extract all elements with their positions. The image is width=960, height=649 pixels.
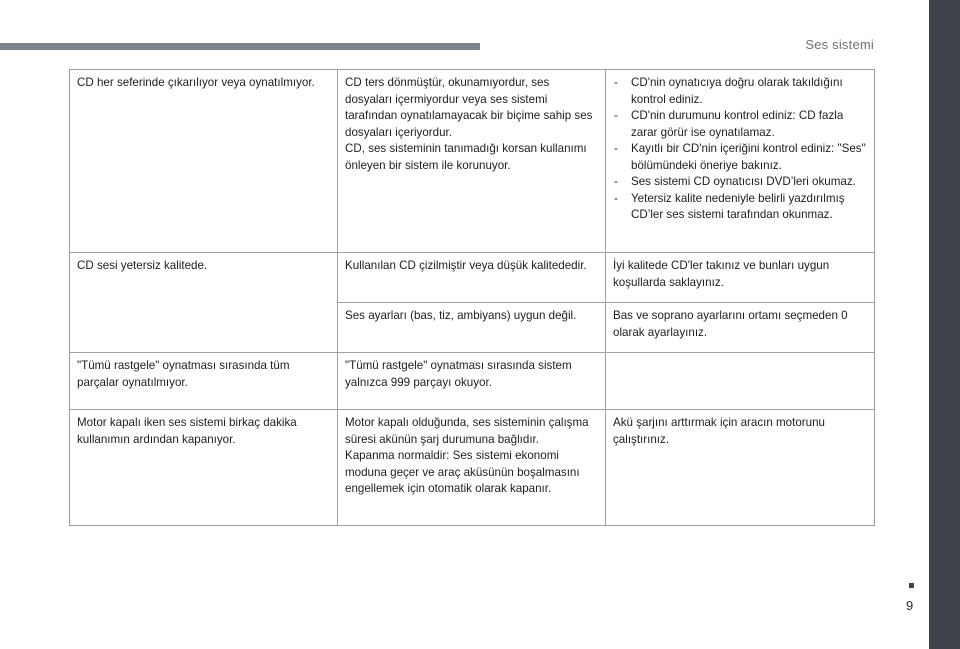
solution-cell: Akü şarjını arttırmak için aracın motorunu çalıştırınız. [606, 410, 875, 526]
solution-cell: Bas ve soprano ayarlarını ortamı seçmeden 0 olarak ayarlayınız. [606, 303, 875, 353]
troubleshooting-table [69, 69, 875, 526]
list-item: - CD'nin oynatıcıya doğru olarak takıldığını kontrol ediniz. [613, 75, 867, 108]
list-item: - CD'nin durumunu kontrol ediniz: CD fazla zarar görür ise oynatılamaz. [613, 108, 867, 141]
table-row [70, 253, 875, 303]
header-rule [0, 43, 480, 50]
solution-cell [606, 353, 875, 410]
cause-cell: Ses ayarları (bas, tiz, ambiyans) uygun değil. [338, 303, 606, 353]
list-item: - Ses sistemi CD oynatıcısı DVD’leri okumaz. [613, 174, 867, 191]
section-title: Ses sistemi [805, 37, 874, 52]
cause-cell: Kullanılan CD çizilmiştir veya düşük kalitededir. [338, 253, 606, 303]
cause-cell: CD ters dönmüştür, okunamıyordur, ses dosyaları içermiyordur veya ses sistemi tarafından oynatılamayacak bir biçime sahip ses dosyaları içeriyordur. CD, ses sisteminin tanımadığı korsan kullanımı önleyen bir sistem ile korunuyor. [338, 70, 606, 253]
continuation-marker [909, 583, 914, 588]
problem-cell: Motor kapalı iken ses sistemi birkaç dakika kullanımın ardından kapanıyor. [70, 410, 338, 526]
solution-cell: İyi kalitede CD'ler takınız ve bunları uygun koşullarda saklayınız. [606, 253, 875, 303]
solution-list [613, 75, 867, 224]
problem-cell: CD sesi yetersiz kalitede. [70, 253, 338, 353]
problem-cell: "Tümü rastgele" oynatması sırasında tüm parçalar oynatılmıyor. [70, 353, 338, 410]
problem-cell: CD her seferinde çıkarılıyor veya oynatılmıyor. [70, 70, 338, 253]
table-row [70, 410, 875, 526]
table-row [70, 353, 875, 410]
cause-cell: "Tümü rastgele" oynatması sırasında sistem yalnızca 999 parçayı okuyor. [338, 353, 606, 410]
solution-cell [606, 70, 875, 253]
list-item: - Yetersiz kalite nedeniyle belirli yazdırılmış CD’ler ses sistemi tarafından okunmaz. [613, 191, 867, 224]
page-number: 9 [906, 598, 914, 613]
cause-cell: Motor kapalı olduğunda, ses sisteminin çalışma süresi akünün şarj durumuna bağlıdır. Kapanma normaldir: Ses sistemi ekonomi moduna geçer ve araç aküsünün boşalmasını engellemek için otomatik olarak kapanır. [338, 410, 606, 526]
side-tab-bar [929, 0, 960, 649]
table-row [70, 70, 875, 253]
list-item: - Kayıtlı bir CD'nin içeriğini kontrol ediniz: "Ses" bölümündeki öneriye bakınız. [613, 141, 867, 174]
